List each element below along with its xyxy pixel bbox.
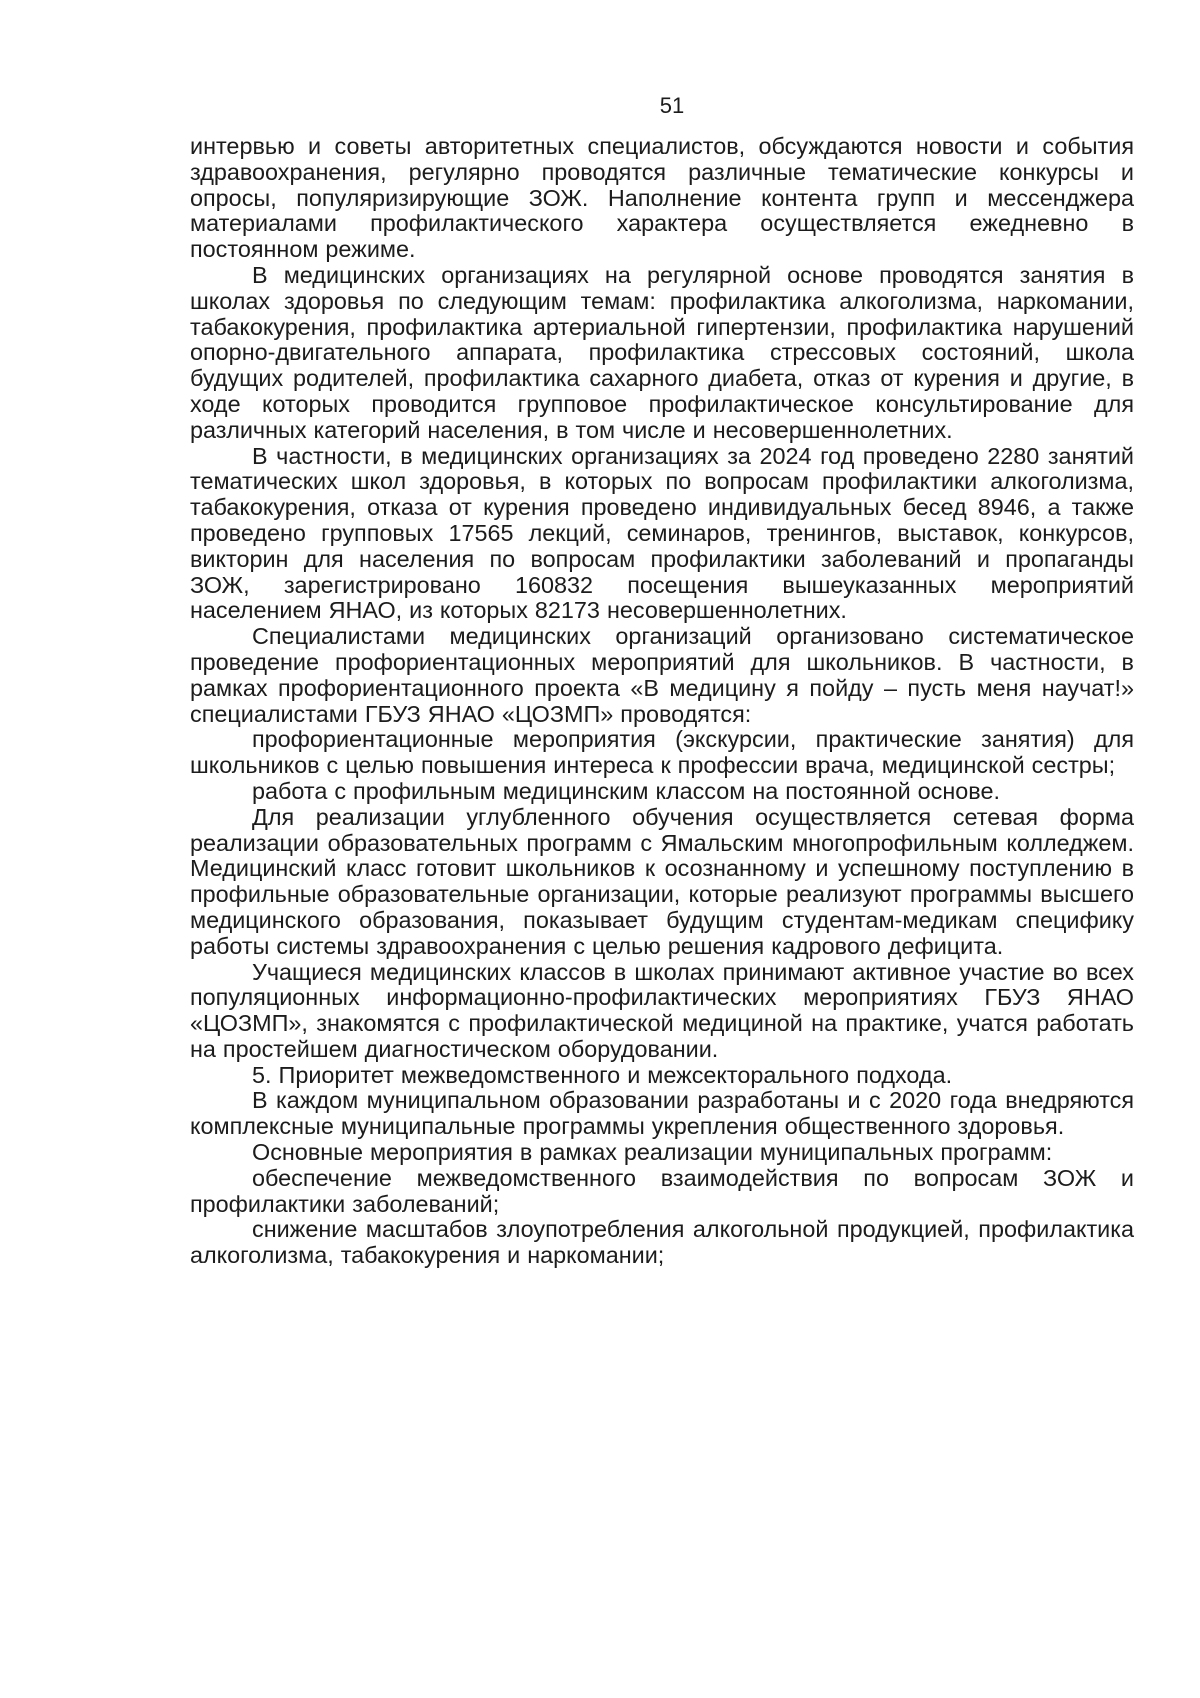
paragraph-career-events: профориентационные мероприятия (экскурсии, практические занятия) для школьников с целью повышения интереса к профессии врача, медицинской сестры;	[190, 726, 1134, 779]
paragraph-students-participation: Учащиеся медицинских классов в школах принимают активное участие во всех популяционных информационно-профилактических мероприятиях ГБУЗ ЯНАО «ЦОЗМП», знакомятся с профилактической медициной на практике, учатся работать на простейшем диагностическом оборудовании.	[190, 958, 1134, 1062]
paragraph-main-activities: Основные мероприятия в рамках реализации муниципальных программ:	[252, 1139, 1053, 1166]
paragraph-medical-class-work: работа с профильным медицинским классом на постоянной основе.	[252, 777, 1000, 804]
paragraph-network-education: Для реализации углубленного обучения осуществляется сетевая форма реализации образовательных программ с Ямальским многопрофильным колледжем. Медицинский класс готовит школьников к осознанному и успешному поступлению в профильные образовательные организации, которые реализуют программы высшего медицинского образования, показывает будущим студентам-медикам специфику работы системы здравоохранения с целью решения кадрового дефицита.	[190, 803, 1134, 959]
paragraph-intro-continuation: интервью и советы авторитетных специалистов, обсуждаются новости и события здравоохранения, регулярно проводятся различные тематические конкурсы и опросы, популяризирующие ЗОЖ. Наполнение контента групп и мессенджера материалами профилактического характера осуществляется ежедневно в постоянном режиме.	[190, 133, 1134, 263]
page-number: 51	[659, 93, 685, 118]
paragraph-statistics-2024: В частности, в медицинских организациях за 2024 год проведено 2280 занятий тематических школ здоровья, в которых по вопросам профилактики алкоголизма, табакокурения, отказа от курения проведено индивидуальных бесед 8946, а также проведено групповых 17565 лекций, семинаров, тренингов, выставок, конкурсов, викторин для населения по вопросам профилактики заболеваний и пропаганды ЗОЖ, зарегистрировано 160832 посещения вышеуказанных мероприятий населением ЯНАО, из которых 82173 несовершеннолетних.	[190, 442, 1134, 624]
paragraph-municipal-programs: В каждом муниципальном образовании разработаны и с 2020 года внедряются комплексные муниципальные программы укрепления общественного здоровья.	[190, 1087, 1134, 1140]
paragraph-health-schools: В медицинских организациях на регулярной основе проводятся занятия в школах здоровья по следующим темам: профилактика алкоголизма, наркомании, табакокурения, профилактика артериальной гипертензии, профилактика нарушений опорно-двигательного аппарата, профилактика стрессовых состояний, школа будущих родителей, профилактика сахарного диабета, отказ от курения и другие, в ходе которых проводится групповое профилактическое консультирование для различных категорий населения, в том числе и несовершеннолетних.	[190, 261, 1134, 443]
section-heading-priority-5: 5. Приоритет межведомственного и межсекторального подхода.	[252, 1061, 953, 1088]
document-page	[190, 92, 1134, 1269]
list-item-interagency: обеспечение межведомственного взаимодействия по вопросам ЗОЖ и профилактики заболеваний;	[190, 1164, 1134, 1217]
paragraph-career-guidance: Специалистами медицинских организаций организовано систематическое проведение профориентационных мероприятий для школьников. В частности, в рамках профориентационного проекта «В медицину я пойду – пусть меня научат!» специалистами ГБУЗ ЯНАО «ЦОЗМП» проводятся:	[190, 623, 1134, 727]
list-item-alcohol-reduction: снижение масштабов злоупотребления алкогольной продукцией, профилактика алкоголизма, табакокурения и наркомании;	[190, 1216, 1134, 1269]
